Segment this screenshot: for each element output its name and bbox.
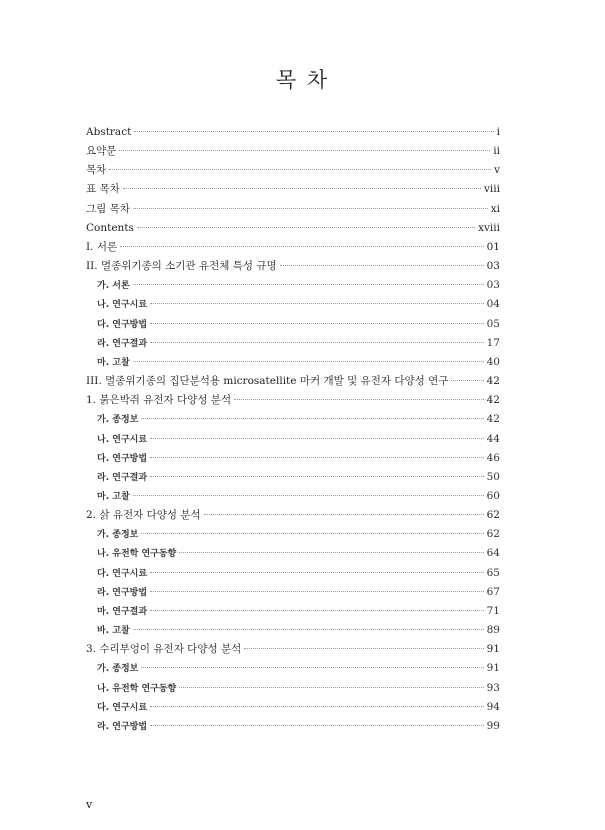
- toc-entry-page: 60: [486, 489, 500, 502]
- toc-entry-page: 91: [486, 643, 500, 656]
- toc-entry-label: 다. 연구방법: [97, 453, 148, 464]
- table-of-contents: [86, 123, 500, 736]
- toc-entry-page: 17: [486, 336, 500, 349]
- toc-entry[interactable]: [86, 295, 500, 314]
- toc-entry[interactable]: [86, 257, 500, 276]
- toc-entry[interactable]: [86, 391, 500, 410]
- toc-entry-label: 라. 연구방법: [97, 721, 148, 732]
- toc-entry-page: 03: [486, 260, 500, 273]
- toc-entry[interactable]: [86, 621, 500, 640]
- dot-leader: [141, 533, 483, 534]
- toc-entry[interactable]: [86, 487, 500, 506]
- dot-leader: [133, 495, 484, 496]
- toc-entry-label: 표 목차: [86, 183, 120, 196]
- toc-entry-label: 나. 연구시료: [97, 300, 148, 311]
- toc-entry-page: 62: [486, 509, 500, 522]
- toc-entry[interactable]: [86, 238, 500, 257]
- toc-entry[interactable]: [86, 161, 500, 180]
- toc-entry-label: 라. 연구결과: [97, 472, 148, 483]
- toc-entry[interactable]: [86, 372, 500, 391]
- toc-entry-label: 1. 붉은박쥐 유전자 다양성 분석: [86, 394, 232, 407]
- toc-entry-page: 67: [486, 585, 500, 598]
- toc-entry-page: 40: [486, 355, 500, 368]
- toc-entry[interactable]: [86, 640, 500, 659]
- toc-entry[interactable]: [86, 353, 500, 372]
- toc-entry-label: 나. 유전학 연구동향: [97, 549, 177, 560]
- toc-entry[interactable]: [86, 410, 500, 429]
- toc-entry[interactable]: [86, 123, 500, 142]
- dot-leader: [133, 284, 484, 285]
- toc-entry-page: 03: [486, 279, 500, 292]
- toc-entry-label: 나. 연구시료: [97, 434, 148, 445]
- toc-entry-page: 42: [486, 394, 500, 407]
- dot-leader: [119, 150, 490, 151]
- dot-leader: [133, 208, 488, 209]
- dot-leader: [150, 725, 484, 726]
- toc-entry-page: 99: [486, 719, 500, 732]
- toc-entry[interactable]: [86, 717, 500, 736]
- dot-leader: [204, 514, 484, 515]
- dot-leader: [150, 438, 484, 439]
- page-title: 목 차: [275, 68, 330, 92]
- dot-leader: [179, 552, 483, 553]
- toc-entry[interactable]: [86, 142, 500, 161]
- toc-entry-label: 라. 연구방법: [97, 587, 148, 598]
- toc-entry-label: 마. 연구결과: [97, 606, 148, 617]
- dot-leader: [141, 667, 483, 668]
- toc-entry-page: 71: [486, 604, 500, 617]
- toc-entry-page: 93: [486, 681, 500, 694]
- toc-entry-label: 가. 종정보: [97, 415, 139, 426]
- toc-entry[interactable]: [86, 200, 500, 219]
- toc-entry-label: 목차: [86, 164, 107, 177]
- toc-entry-page: 01: [486, 240, 500, 253]
- toc-entry-label: 가. 종정보: [97, 530, 139, 541]
- toc-entry-page: 62: [486, 528, 500, 541]
- dot-leader: [150, 303, 484, 304]
- dot-leader: [234, 399, 484, 400]
- toc-entry[interactable]: [86, 315, 500, 334]
- page-number: v: [86, 798, 93, 811]
- toc-entry-page: 91: [486, 662, 500, 675]
- toc-entry-page: 04: [486, 298, 500, 311]
- toc-entry[interactable]: [86, 679, 500, 698]
- toc-entry[interactable]: [86, 698, 500, 717]
- toc-entry[interactable]: [86, 276, 500, 295]
- dot-leader: [150, 706, 484, 707]
- toc-entry-page: xviii: [478, 221, 500, 234]
- dot-leader: [134, 131, 493, 132]
- toc-entry-page: viii: [483, 183, 500, 196]
- dot-leader: [451, 380, 483, 381]
- dot-leader: [133, 629, 484, 630]
- toc-entry[interactable]: [86, 180, 500, 199]
- dot-leader: [150, 457, 484, 458]
- toc-entry-page: 94: [486, 700, 500, 713]
- toc-entry-label: 요약문: [86, 145, 117, 158]
- toc-entry-label: 그림 목차: [86, 202, 130, 215]
- toc-entry-label: 2. 삵 유전자 다양성 분석: [86, 509, 201, 522]
- dot-leader: [150, 342, 484, 343]
- toc-entry[interactable]: [86, 583, 500, 602]
- toc-entry-page: xi: [490, 202, 500, 215]
- toc-entry[interactable]: [86, 564, 500, 583]
- toc-entry-page: v: [494, 164, 500, 177]
- dot-leader: [120, 246, 484, 247]
- toc-entry[interactable]: [86, 468, 500, 487]
- dot-leader: [244, 648, 483, 649]
- dot-leader: [109, 169, 491, 170]
- dot-leader: [179, 687, 483, 688]
- toc-entry-page: 46: [486, 451, 500, 464]
- dot-leader: [150, 323, 484, 324]
- toc-entry-label: 다. 연구시료: [97, 702, 148, 713]
- toc-entry-label: 마. 고찰: [97, 491, 130, 502]
- toc-entry[interactable]: [86, 602, 500, 621]
- dot-leader: [150, 591, 484, 592]
- toc-entry-page: 44: [486, 432, 500, 445]
- toc-entry-page: 89: [486, 624, 500, 637]
- dot-leader: [137, 227, 475, 228]
- toc-entry-label: 다. 연구방법: [97, 319, 148, 330]
- dot-leader: [123, 188, 481, 189]
- dot-leader: [150, 572, 484, 573]
- toc-entry-page: 42: [486, 413, 500, 426]
- toc-entry[interactable]: [86, 525, 500, 544]
- toc-entry-label: Contents: [86, 221, 134, 234]
- toc-entry[interactable]: [86, 449, 500, 468]
- toc-entry-page: 05: [486, 317, 500, 330]
- dot-leader: [141, 418, 483, 419]
- toc-entry-label: 마. 고찰: [97, 357, 130, 368]
- toc-entry-label: 가. 서론: [97, 281, 130, 292]
- toc-entry[interactable]: [86, 430, 500, 449]
- toc-entry[interactable]: [86, 334, 500, 353]
- toc-entry-label: 라. 연구결과: [97, 338, 148, 349]
- toc-entry-page: i: [496, 126, 500, 138]
- toc-entry[interactable]: [86, 659, 500, 678]
- toc-entry-label: III. 멸종위기종의 집단분석용 microsatellite 마커 개발 및 유전자 다양성 연구: [86, 375, 449, 388]
- dot-leader: [150, 610, 484, 611]
- toc-entry-label: 다. 연구시료: [97, 568, 148, 579]
- toc-entry-label: 가. 종정보: [97, 664, 139, 675]
- toc-entry-label: 3. 수리부엉이 유전자 다양성 분석: [86, 643, 242, 656]
- toc-entry-label: II. 멸종위기종의 소기관 유전체 특성 규명: [86, 260, 277, 273]
- dot-leader: [150, 476, 484, 477]
- toc-entry[interactable]: [86, 219, 500, 238]
- toc-entry-page: 42: [486, 375, 500, 388]
- toc-entry-page: 64: [486, 547, 500, 560]
- toc-entry-label: 바. 고찰: [97, 626, 130, 637]
- toc-entry[interactable]: [86, 506, 500, 525]
- toc-entry-label: I. 서론: [86, 240, 118, 253]
- dot-leader: [280, 265, 484, 266]
- toc-entry[interactable]: [86, 544, 500, 563]
- toc-entry-page: 50: [486, 470, 500, 483]
- toc-entry-label: Abstract: [86, 126, 132, 138]
- toc-entry-page: ii: [493, 145, 500, 158]
- dot-leader: [133, 361, 484, 362]
- toc-entry-page: 65: [486, 566, 500, 579]
- toc-entry-label: 나. 유전학 연구동향: [97, 683, 177, 694]
